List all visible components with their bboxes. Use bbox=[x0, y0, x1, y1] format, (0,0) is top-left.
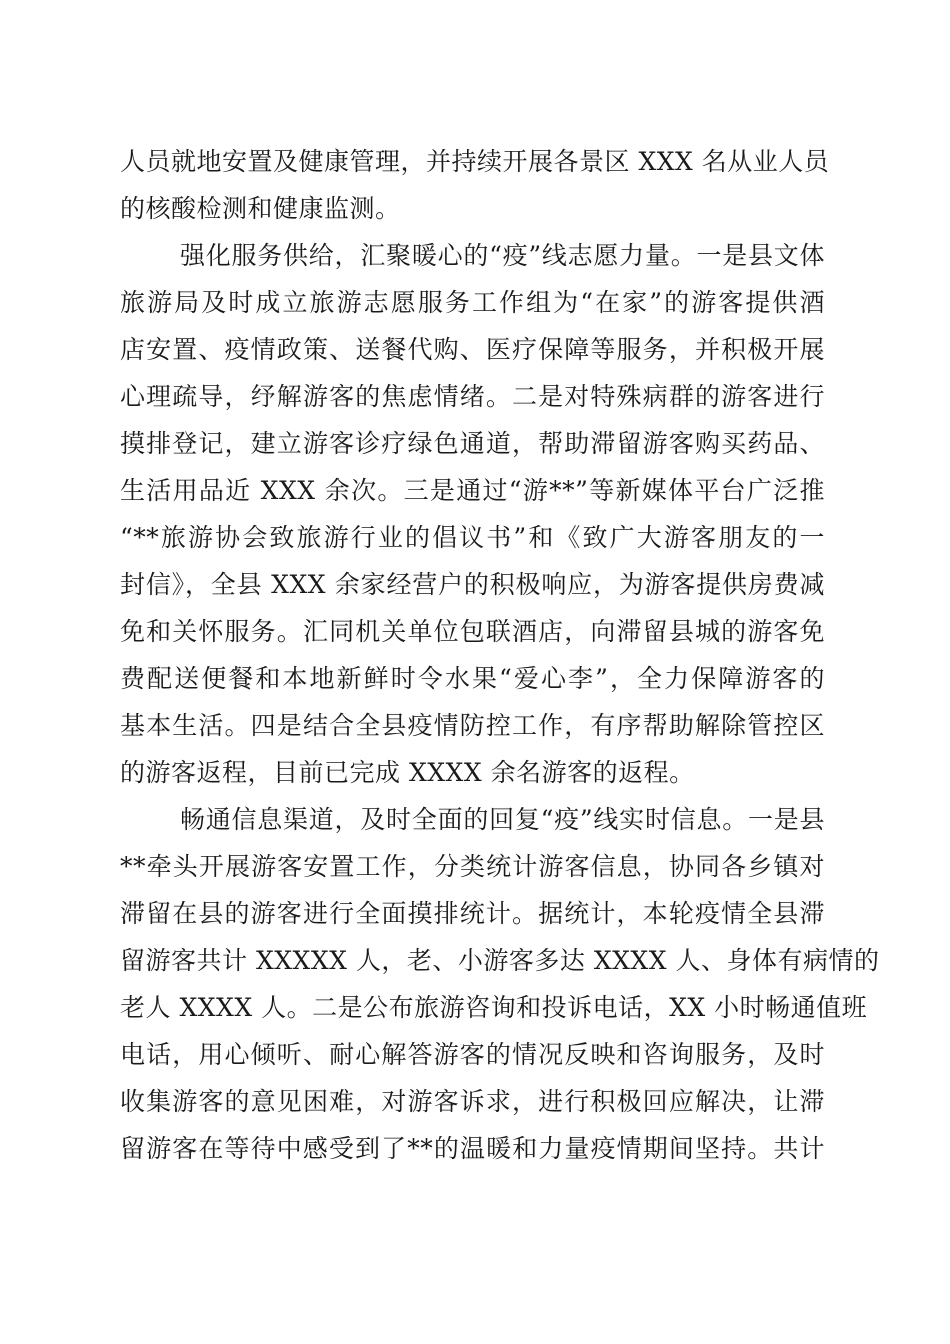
text-line: “**旅游协会致旅游行业的倡议书”和《致广大游客朋友的一 bbox=[120, 523, 825, 552]
paragraph-start-line: 强化服务供给，汇聚暖心的“疫”线志愿力量。一是县文体 bbox=[180, 241, 825, 270]
text-line: 的游客返程，目前已完成 XXXX 余名游客的返程。 bbox=[120, 758, 695, 787]
text-line: 封信》，全县 XXX 余家经营户的积极响应，为游客提供房费减 bbox=[120, 570, 825, 599]
paragraph-start-line: 畅通信息渠道，及时全面的回复“疫”线实时信息。一是县 bbox=[180, 805, 825, 834]
body-text bbox=[120, 138, 880, 1172]
text-line: **牵头开展游客安置工作，分类统计游客信息，协同各乡镇对 bbox=[120, 852, 825, 881]
text-line: 费配送便餐和本地新鲜时令水果“爱心李”，全力保障游客的 bbox=[120, 664, 825, 693]
text-line: 老人 XXXX 人。二是公布旅游咨询和投诉电话，XX 小时畅通值班 bbox=[120, 993, 868, 1022]
text-line: 免和关怀服务。汇同机关单位包联酒店，向滞留县城的游客免 bbox=[120, 617, 825, 646]
text-line: 生活用品近 XXX 余次。三是通过“游**”等新媒体平台广泛推 bbox=[120, 476, 825, 505]
text-line: 摸排登记，建立游客诊疗绿色通道，帮助滞留游客购买药品、 bbox=[120, 429, 825, 458]
text-line: 心理疏导，纾解游客的焦虑情绪。二是对特殊病群的游客进行 bbox=[120, 382, 825, 411]
text-line: 留游客在等待中感受到了**的温暖和力量疫情期间坚持。共计 bbox=[120, 1134, 825, 1163]
text-line: 电话，用心倾听、耐心解答游客的情况反映和咨询服务，及时 bbox=[120, 1040, 825, 1069]
text-line: 人员就地安置及健康管理，并持续开展各景区 XXX 名从业人员 bbox=[120, 147, 830, 176]
text-line: 留游客共计 XXXXX 人，老、小游客多达 XXXX 人、身体有病情的 bbox=[120, 946, 880, 975]
text-line: 滞留在县的游客进行全面摸排统计。据统计，本轮疫情全县滞 bbox=[120, 899, 825, 928]
text-line: 收集游客的意见困难，对游客诉求，进行积极回应解决，让滞 bbox=[120, 1087, 825, 1116]
text-line: 店安置、疫情政策、送餐代购、医疗保障等服务，并积极开展 bbox=[120, 335, 825, 364]
text-line: 的核酸检测和健康监测。 bbox=[120, 194, 401, 223]
text-line: 基本生活。四是结合全县疫情防控工作，有序帮助解除管控区 bbox=[120, 711, 825, 740]
text-line: 旅游局及时成立旅游志愿服务工作组为“在家”的游客提供酒 bbox=[120, 288, 825, 317]
